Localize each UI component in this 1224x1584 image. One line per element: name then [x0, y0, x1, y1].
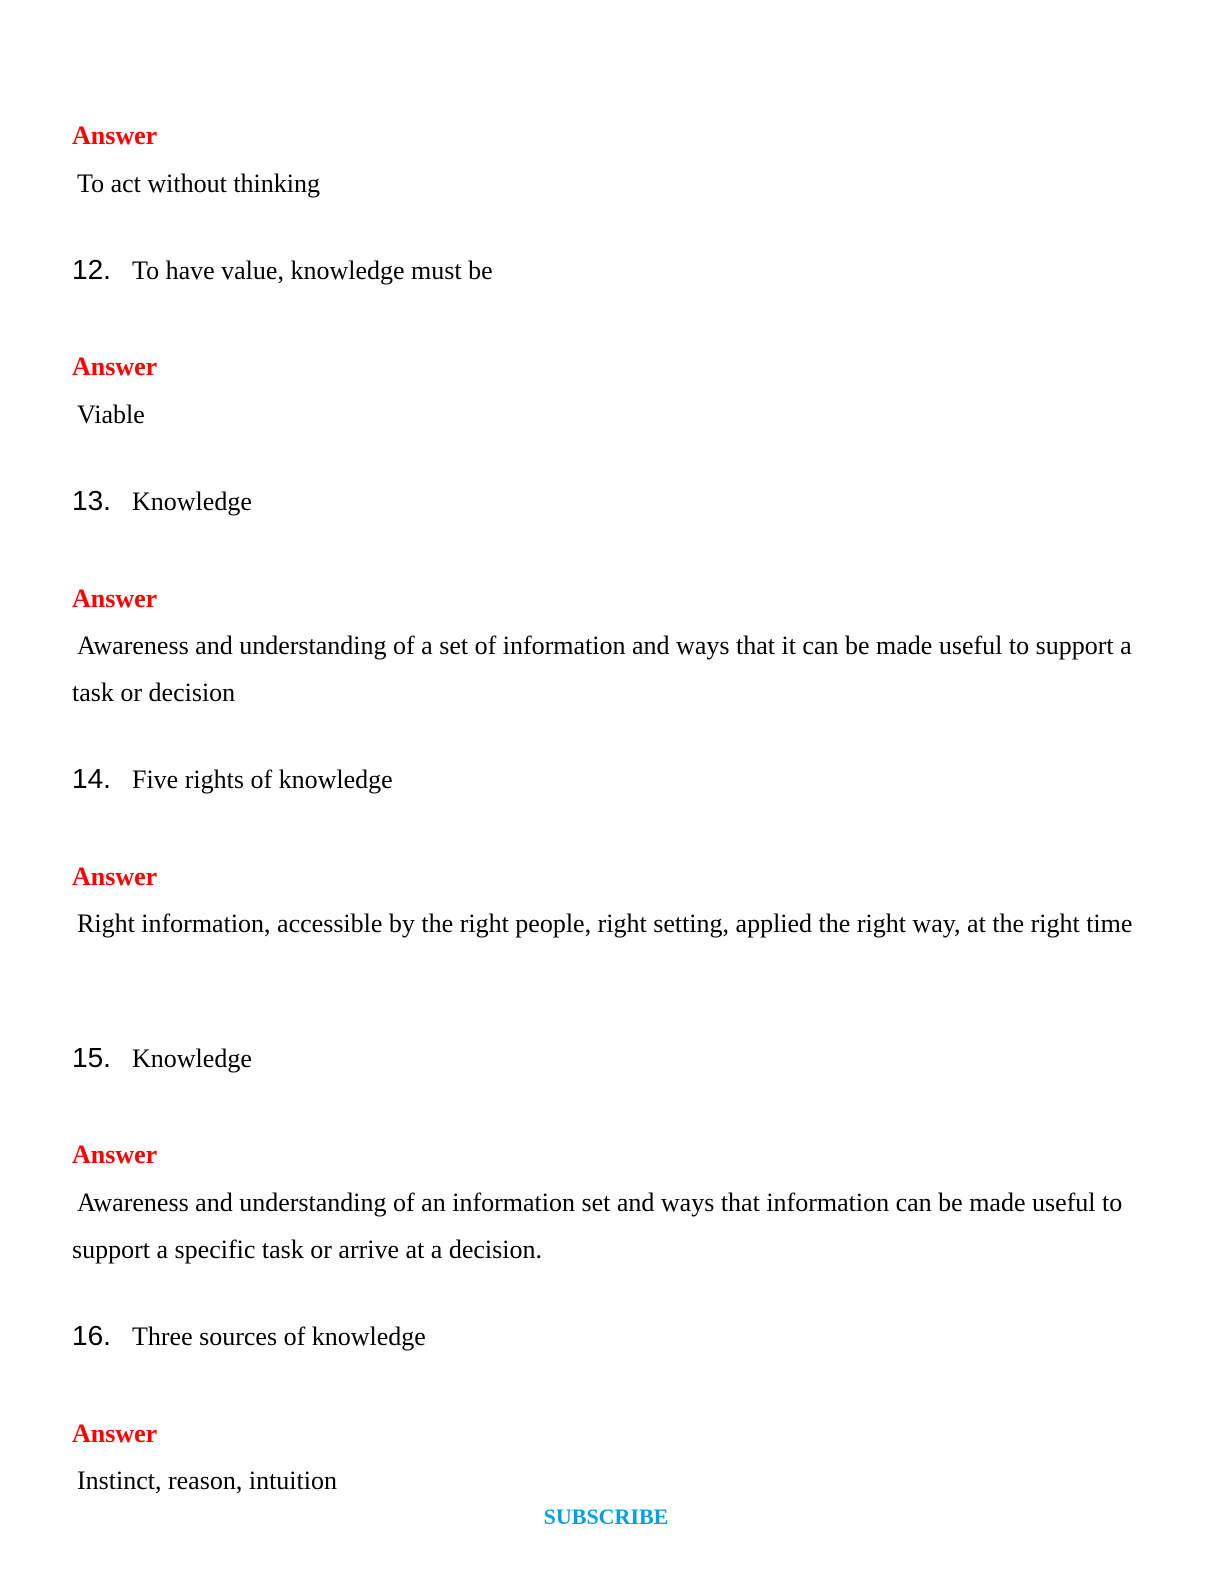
answer-label: Answer: [72, 584, 158, 613]
question-15: [72, 1042, 1142, 1075]
question-text: Five rights of knowledge: [132, 765, 393, 794]
answer-label: Answer: [72, 352, 158, 381]
answer-label: Answer: [72, 121, 158, 150]
question-12: [72, 254, 1142, 287]
answer-text: To act without thinking: [77, 169, 320, 198]
answer-text: Awareness and understanding of a set of information and ways that it can be made useful to support a task or decision: [72, 631, 1132, 707]
question-16: [72, 1320, 1142, 1353]
question-text: Knowledge: [132, 1044, 252, 1073]
answer-block: [72, 391, 1142, 438]
question-number: 13.: [72, 485, 111, 516]
answer-label: Answer: [72, 1419, 158, 1448]
answer-block: [72, 900, 1142, 947]
question-text: Knowledge: [132, 487, 252, 516]
question-text: To have value, knowledge must be: [132, 256, 493, 285]
answer-block: [72, 1179, 1142, 1273]
question-text: Three sources of knowledge: [132, 1322, 426, 1351]
answer-label: Answer: [72, 862, 158, 891]
question-number: 16.: [72, 1320, 111, 1351]
subscribe-link[interactable]: SUBSCRIBE: [543, 1504, 669, 1529]
question-number: 12.: [72, 254, 111, 285]
answer-block: [72, 622, 1142, 716]
answer-block: [72, 160, 1142, 207]
question-14: [72, 763, 1142, 796]
question-number: 14.: [72, 763, 111, 794]
question-number: 15.: [72, 1042, 111, 1073]
answer-text: Awareness and understanding of an information set and ways that information can be made useful to support a specific task or arrive at a decision.: [72, 1188, 1123, 1264]
question-13: [72, 485, 1142, 518]
answer-text: Instinct, reason, intuition: [77, 1466, 337, 1495]
answer-text: Viable: [77, 400, 145, 429]
answer-label: Answer: [72, 1140, 158, 1169]
answer-text: Right information, accessible by the right people, right setting, applied the right way, at the right time: [77, 909, 1133, 938]
answer-block: [72, 1457, 1142, 1504]
